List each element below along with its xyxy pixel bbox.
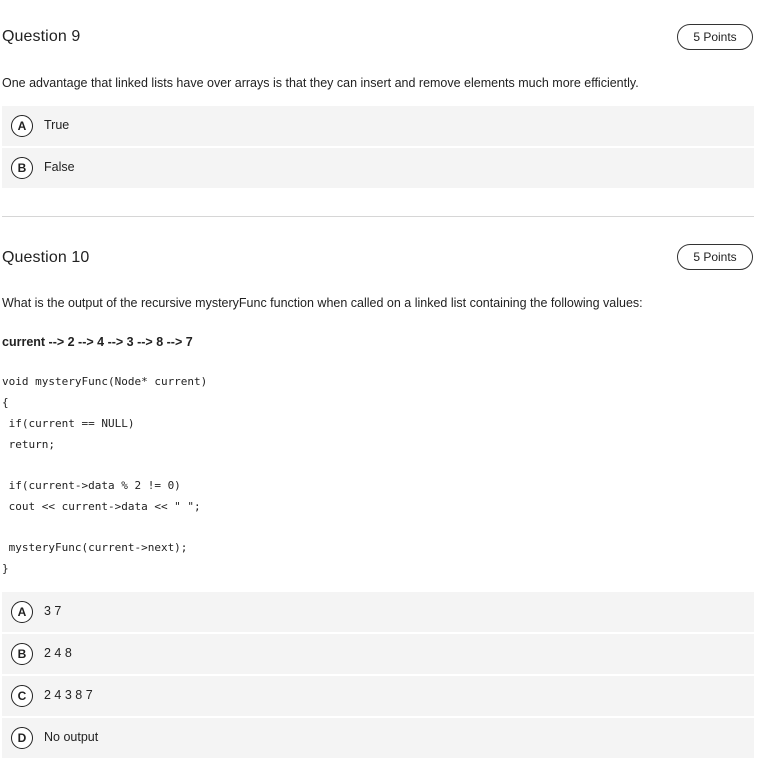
question-divider [2, 216, 754, 217]
q10-option-b[interactable] [2, 634, 754, 674]
code-line: return; [2, 438, 55, 451]
option-label: No output [44, 730, 99, 744]
code-line: mysteryFunc(current->next); [2, 541, 188, 554]
question-9-title: Question 9 [2, 28, 81, 45]
q10-option-c[interactable] [2, 676, 754, 716]
question-10-text: What is the output of the recursive mysteryFunc function when called on a linked list containing the following values: [2, 296, 643, 310]
option-letter-c: C [11, 685, 33, 707]
q10-option-d[interactable] [2, 718, 754, 758]
q9-option-b[interactable] [2, 148, 754, 188]
option-label: 2 4 3 8 7 [44, 688, 93, 702]
linked-list-values: current --> 2 --> 4 --> 3 --> 8 --> 7 [2, 335, 193, 349]
option-letter-a: A [11, 115, 33, 137]
question-9-points-badge: 5 Points [677, 24, 753, 50]
q9-option-a[interactable] [2, 106, 754, 146]
option-letter-b: B [11, 643, 33, 665]
option-label: 2 4 8 [44, 646, 72, 660]
code-line: { [2, 396, 9, 409]
option-letter-d: D [11, 727, 33, 749]
q10-option-a[interactable] [2, 592, 754, 632]
option-label: True [44, 118, 70, 132]
code-line: cout << current->data << " "; [2, 500, 201, 513]
question-9-text: One advantage that linked lists have over arrays is that they can insert and remove elements much more efficiently. [2, 76, 639, 90]
code-line: if(current->data % 2 != 0) [2, 479, 181, 492]
question-10-title: Question 10 [2, 249, 90, 266]
option-letter-a: A [11, 601, 33, 623]
code-line: } [2, 562, 9, 575]
option-label: 3 7 [44, 604, 62, 618]
code-line: void mysteryFunc(Node* current) [2, 375, 208, 388]
code-line: if(current == NULL) [2, 417, 135, 430]
option-label: False [44, 160, 75, 174]
question-10-points-badge: 5 Points [677, 244, 753, 270]
option-letter-b: B [11, 157, 33, 179]
